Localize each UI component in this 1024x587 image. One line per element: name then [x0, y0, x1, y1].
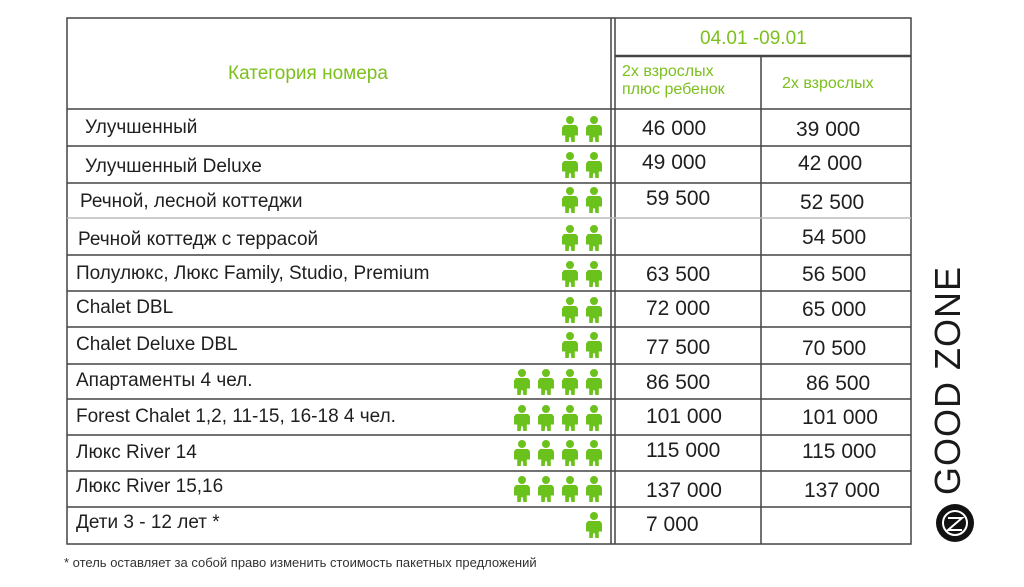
- person-icon: [538, 440, 554, 466]
- price-adults: 115 000: [802, 440, 877, 463]
- row-name: Речной коттедж с террасой: [78, 229, 319, 250]
- price-child: 72 000: [646, 297, 711, 320]
- person-icon: [538, 476, 554, 502]
- person-icon: [562, 405, 578, 431]
- person-icon: [586, 116, 602, 142]
- person-icon: [514, 369, 530, 395]
- row-name: Chalet DBL: [76, 297, 174, 318]
- col-child-header: [622, 63, 725, 100]
- person-icon: [562, 116, 578, 142]
- person-icon: [562, 261, 578, 287]
- price-adults: 86 500: [806, 372, 871, 395]
- person-icon: [562, 476, 578, 502]
- price-adults: 52 500: [800, 191, 865, 214]
- person-icon: [562, 187, 578, 213]
- person-icon: [538, 405, 554, 431]
- person-icon: [562, 152, 578, 178]
- price-child: 77 500: [646, 336, 711, 359]
- person-icon: [586, 405, 602, 431]
- persons-icons: [514, 440, 602, 466]
- persons-icons: [562, 332, 602, 358]
- person-icon: [514, 440, 530, 466]
- person-icon: [586, 187, 602, 213]
- person-icon: [586, 152, 602, 178]
- category-header: Категория номера: [228, 63, 388, 84]
- price-child: 115 000: [646, 439, 721, 462]
- price-child: 49 000: [642, 151, 707, 174]
- price-child: 59 500: [646, 187, 711, 210]
- logo-mark-icon: [935, 503, 975, 543]
- person-icon: [562, 225, 578, 251]
- price-adults: 65 000: [802, 298, 867, 321]
- person-icon: [586, 297, 602, 323]
- price-adults: 137 000: [804, 479, 880, 502]
- price-adults: 42 000: [798, 152, 863, 175]
- person-icon: [514, 476, 530, 502]
- persons-icons: [562, 297, 602, 323]
- persons-icons: [562, 116, 602, 142]
- row-name: Улучшенный Deluxe: [85, 156, 262, 177]
- row-name: Люкс River 14: [76, 442, 197, 463]
- person-icon: [586, 261, 602, 287]
- persons-icons: [514, 405, 602, 431]
- person-icon: [562, 297, 578, 323]
- person-icon: [586, 440, 602, 466]
- row-name: Апартаменты 4 чел.: [76, 370, 253, 391]
- row-name: Forest Chalet 1,2, 11-15, 16-18 4 чел.: [76, 406, 396, 427]
- persons-icons: [514, 476, 602, 502]
- persons-icons: [562, 187, 602, 213]
- price-child: 46 000: [642, 117, 707, 140]
- col-child-header-line1: 2х взрослых: [622, 63, 714, 80]
- col-child-header-line2: плюс ребенок: [622, 81, 725, 99]
- person-icon: [586, 332, 602, 358]
- row-name: Полулюкс, Люкс Family, Studio, Premium: [76, 263, 430, 284]
- person-icon: [562, 332, 578, 358]
- person-icon: [586, 476, 602, 502]
- price-child: 86 500: [646, 371, 711, 394]
- price-adults: 56 500: [802, 263, 867, 286]
- logo-text: GOOD ZONE: [927, 265, 968, 495]
- period-header: 04.01 -09.01: [700, 28, 807, 49]
- price-adults: 54 500: [802, 226, 867, 249]
- footnote: * отель оставляет за собой право изменить стоимость пакетных предложений: [64, 555, 537, 570]
- person-icon: [514, 405, 530, 431]
- price-adults: 39 000: [796, 118, 861, 141]
- row-name: Дети 3 - 12 лет *: [76, 512, 220, 533]
- person-icon: [562, 369, 578, 395]
- price-child: 63 500: [646, 263, 711, 286]
- persons-icons: [562, 261, 602, 287]
- price-child: 137 000: [646, 479, 722, 502]
- row-name: Chalet Deluxe DBL: [76, 334, 238, 355]
- row-name: Люкс River 15,16: [76, 476, 224, 497]
- person-icon: [562, 440, 578, 466]
- person-icon: [586, 369, 602, 395]
- price-adults: 101 000: [802, 406, 878, 429]
- row-name: Речной, лесной коттеджи: [80, 191, 303, 212]
- person-icon: [586, 512, 602, 538]
- row-name: Улучшенный: [85, 117, 198, 138]
- person-icon: [586, 225, 602, 251]
- persons-icons: [562, 152, 602, 178]
- persons-icons: [514, 369, 602, 395]
- price-child: 7 000: [646, 513, 699, 536]
- persons-icons: [562, 225, 602, 251]
- price-adults: 70 500: [802, 337, 867, 360]
- person-icon: [538, 369, 554, 395]
- col-adults-header: 2х взрослых: [782, 75, 874, 92]
- price-child: 101 000: [646, 405, 722, 428]
- persons-icons: [586, 512, 602, 538]
